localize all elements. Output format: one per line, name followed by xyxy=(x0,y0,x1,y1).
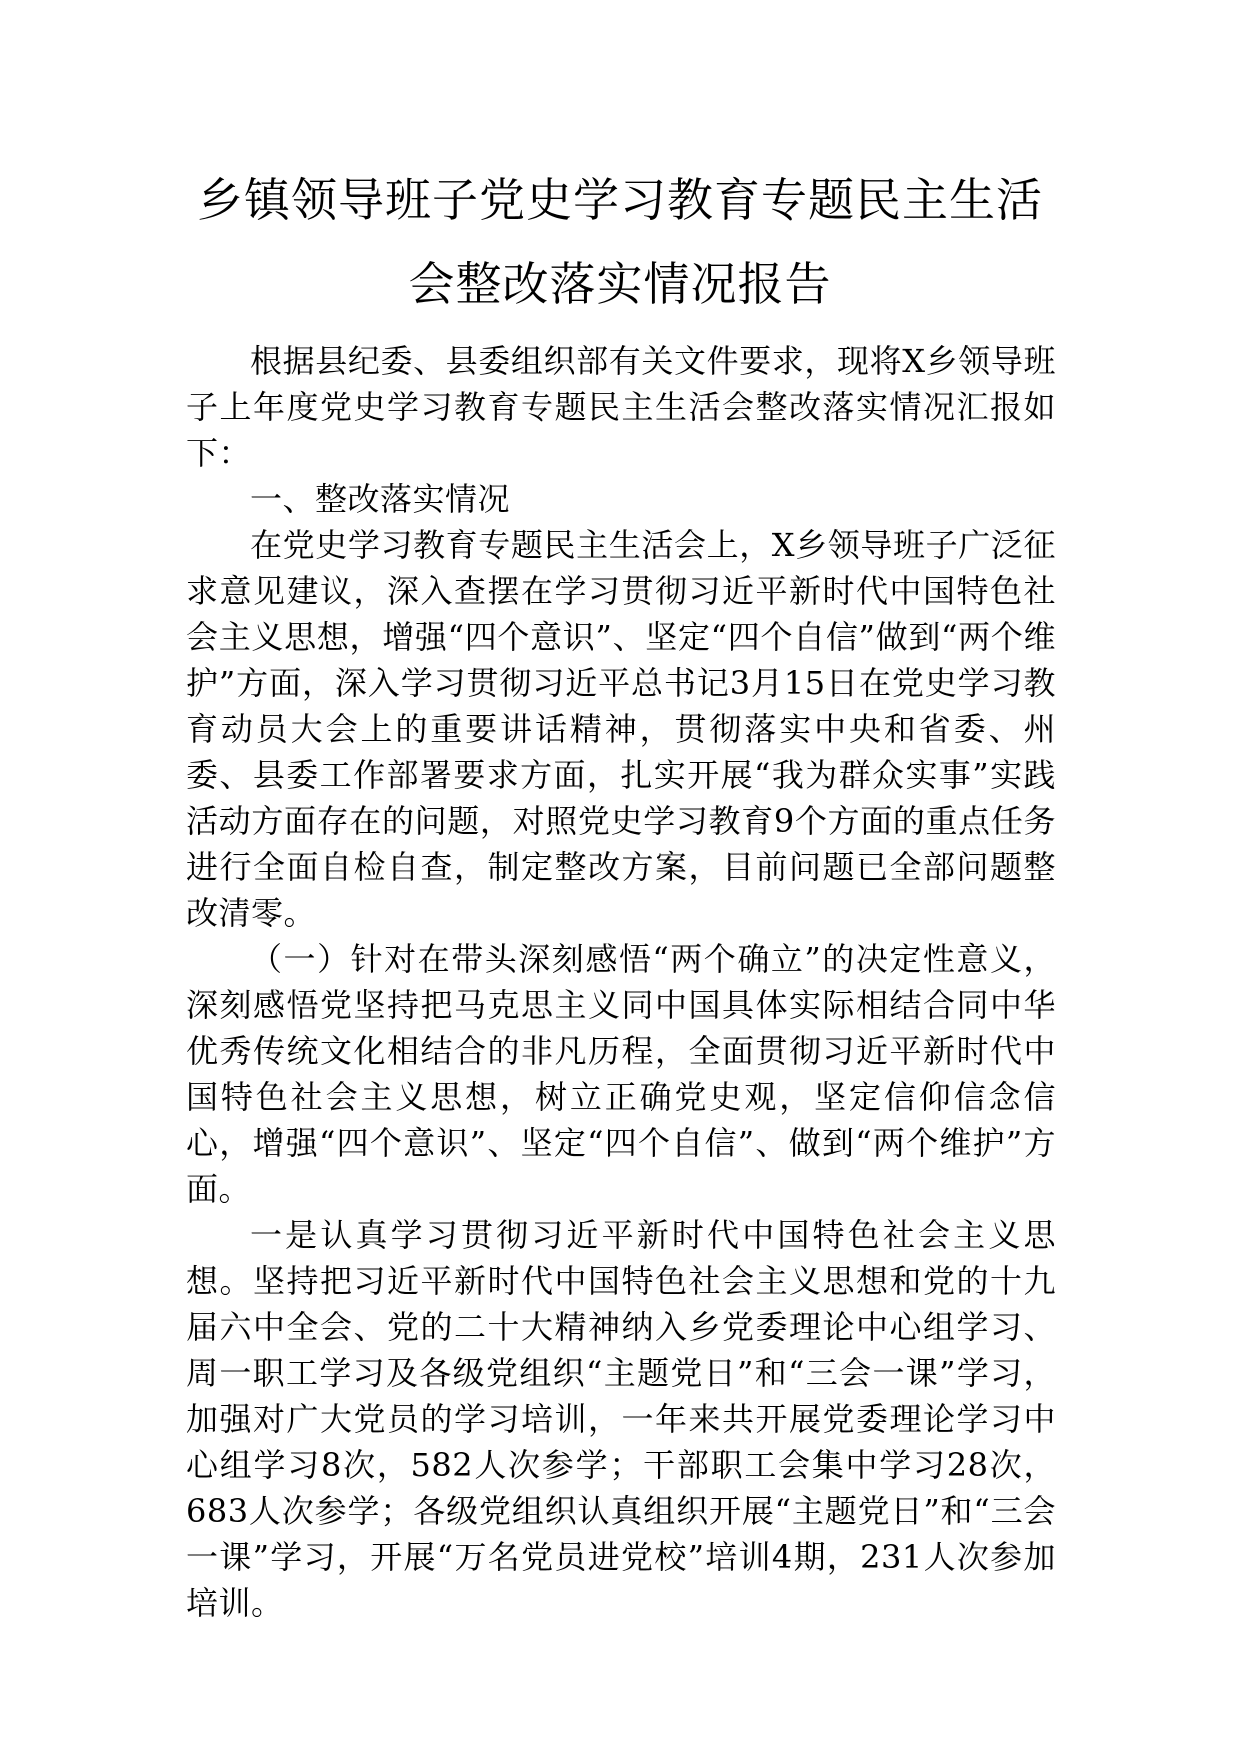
subsection-paragraph: （一）针对在带头深刻感悟“两个确立”的决定性意义，深刻感悟党坚持把马克思主义同中国具体实际相结合同中华优秀传统文化相结合的非凡历程，全面贯彻习近平新时代中国特色社会主义思想，树立正确党史观，坚定信仰信念信心，增强“四个意识”、坚定“四个自信”、做到“两个维护”方面。 xyxy=(186,940,1056,1208)
body-paragraph: 一是认真学习贯彻习近平新时代中国特色社会主义思想。坚持把习近平新时代中国特色社会主义思想和党的十九届六中全会、党的二十大精神纳入乡党委理论中心组学习、周一职工学习及各级党组织“主题党日”和“三会一课”学习，加强对广大党员的学习培训，一年来共开展党委理论学习中心组学习8次，582人次参学；干部职工会集中学习28次，683人次参学；各级党组织认真组织开展“主题党日”和“三会一课”学习，开展“万名党员进党校”培训4期，231人次参加培训。 xyxy=(186,1216,1056,1622)
section-heading: 一、整改落实情况 xyxy=(250,480,511,518)
document-title-line-2: 会整改落实情况报告 xyxy=(408,257,832,311)
intro-paragraph: 根据县纪委、县委组织部有关文件要求，现将X乡领导班子上年度党史学习教育专题民主生活会整改落实情况汇报如下： xyxy=(186,342,1056,472)
document-title-line-1: 乡镇领导班子党史学习教育专题民主生活 xyxy=(197,173,1043,227)
document-body xyxy=(186,338,1056,1626)
body-paragraph: 在党史学习教育专题民主生活会上，X乡领导班子广泛征求意见建议，深入查摆在学习贯彻习近平新时代中国特色社会主义思想，增强“四个意识”、坚定“四个自信”做到“两个维护”方面，深入学习贯彻习近平总书记3月15日在党史学习教育动员大会上的重要讲话精神，贯彻落实中央和省委、州委、县委工作部署要求方面，扎实开展“我为群众实事”实践活动方面存在的问题，对照党史学习教育9个方面的重点任务进行全面自检自查，制定整改方案，目前问题已全部问题整改清零。 xyxy=(186,526,1056,932)
